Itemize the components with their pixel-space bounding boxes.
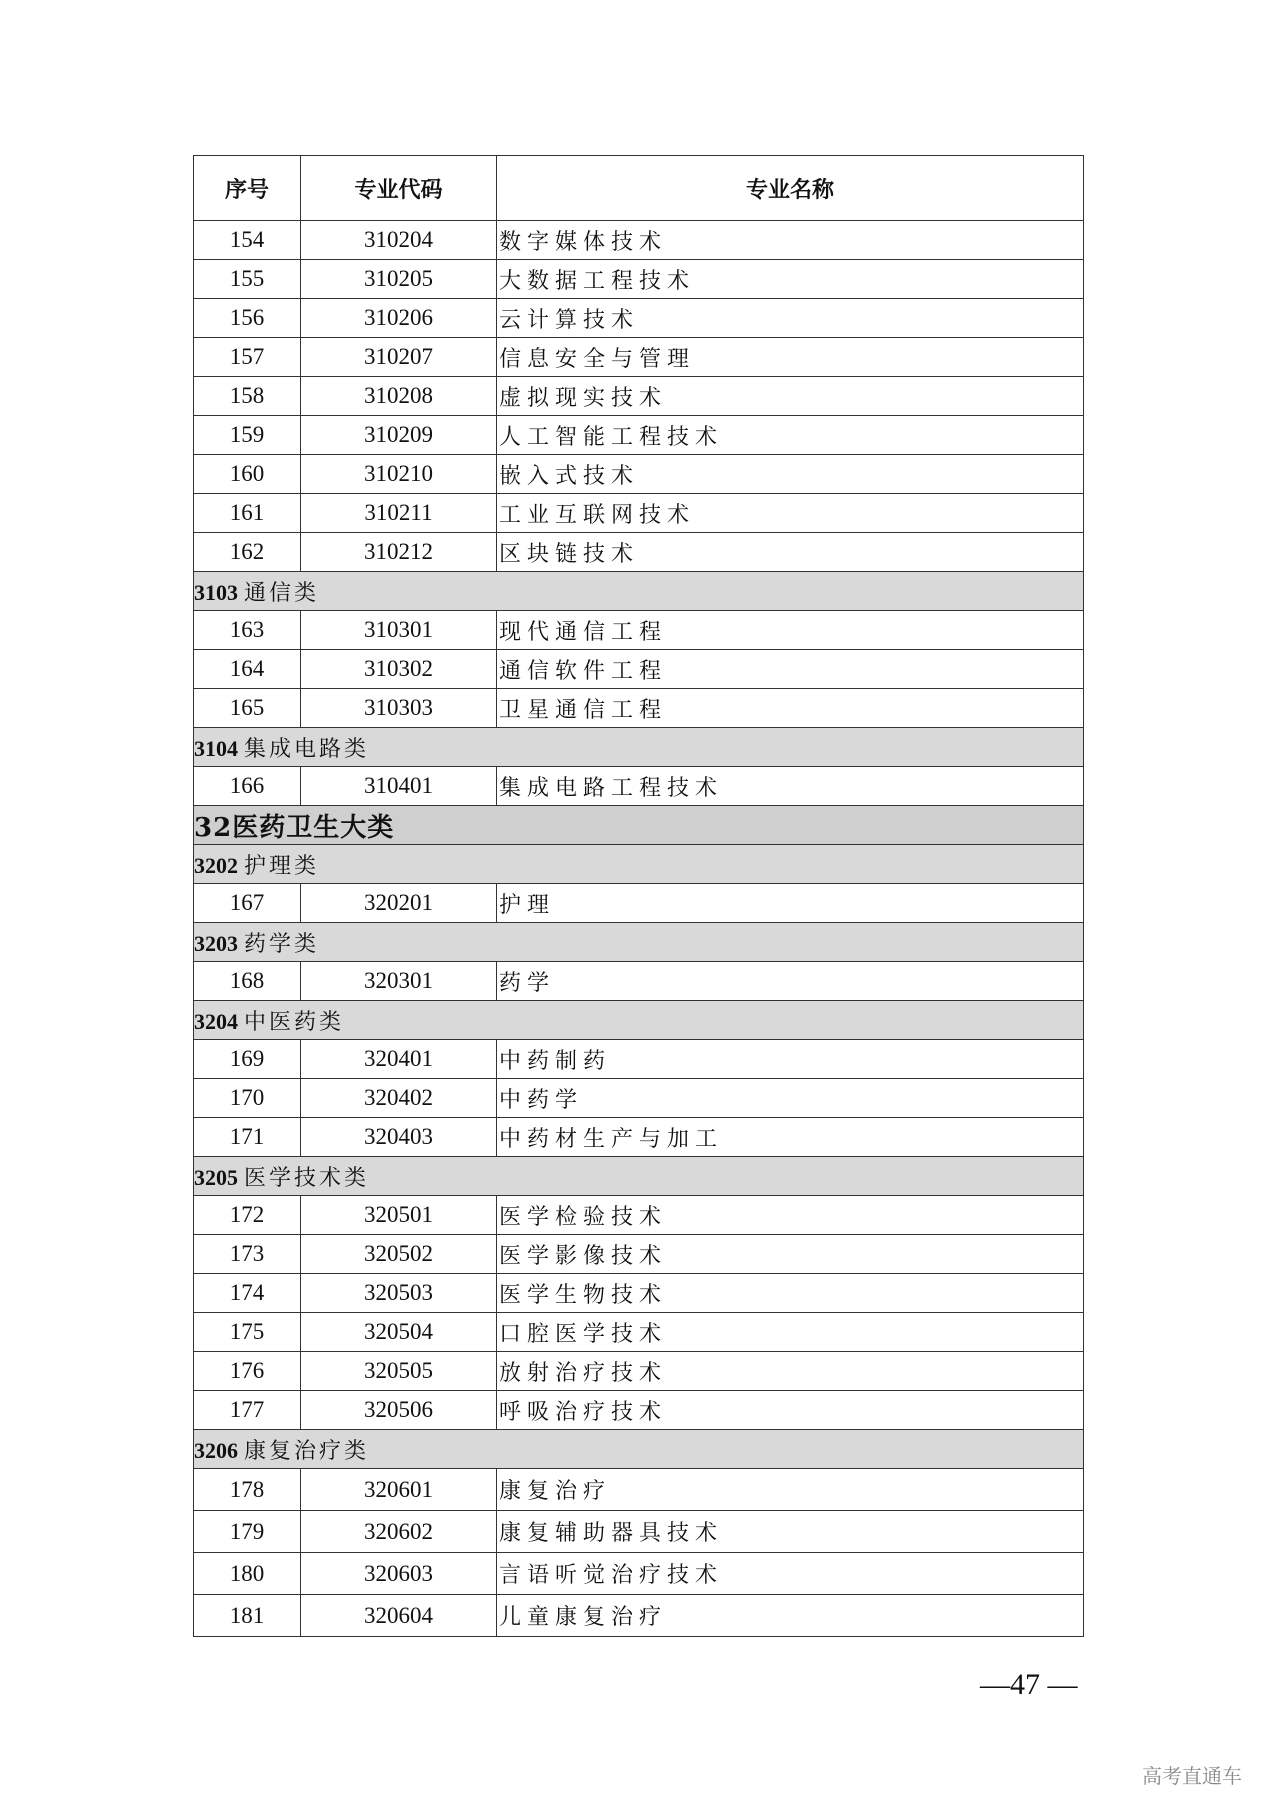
row-name: 呼吸治疗技术 [497,1391,1084,1430]
row-no: 179 [194,1511,301,1553]
row-code: 320601 [301,1469,497,1511]
category-name: 通信类 [244,580,320,606]
row-code: 320503 [301,1274,497,1313]
row-no: 169 [194,1040,301,1079]
table-row [194,1196,1084,1235]
category-row [194,923,1084,962]
row-no: 162 [194,533,301,572]
row-no: 156 [194,299,301,338]
row-code: 310207 [301,338,497,377]
row-name: 云计算技术 [497,299,1084,338]
row-code: 320602 [301,1511,497,1553]
category-row [194,845,1084,884]
table-header-row [194,156,1084,221]
row-code: 310208 [301,377,497,416]
row-no: 166 [194,767,301,806]
category-code: 3104 [194,735,238,761]
row-no: 170 [194,1079,301,1118]
table-row [194,221,1084,260]
row-code: 320604 [301,1595,497,1637]
majors-table [193,155,1084,1637]
header-code: 专业代码 [301,156,497,221]
row-no: 154 [194,221,301,260]
row-no: 165 [194,689,301,728]
table-row [194,1274,1084,1313]
row-no: 172 [194,1196,301,1235]
table-row [194,299,1084,338]
row-no: 176 [194,1352,301,1391]
row-no: 160 [194,455,301,494]
category-name: 医药卫生大类 [232,812,395,843]
category-row [194,1001,1084,1040]
page-number: —47 — [980,1668,1078,1701]
category-code: 3103 [194,579,238,605]
row-code: 310209 [301,416,497,455]
category-row [194,572,1084,611]
row-name: 康复治疗 [497,1469,1084,1511]
table-row [194,1079,1084,1118]
category-code: 3205 [194,1164,238,1190]
category-name: 药学类 [244,931,320,957]
table-row [194,884,1084,923]
table-row [194,1469,1084,1511]
row-no: 177 [194,1391,301,1430]
row-code: 320502 [301,1235,497,1274]
row-name: 儿童康复治疗 [497,1595,1084,1637]
table-row [194,494,1084,533]
row-name: 虚拟现实技术 [497,377,1084,416]
row-name: 言语听觉治疗技术 [497,1553,1084,1595]
table-row [194,962,1084,1001]
row-code: 320603 [301,1553,497,1595]
table-row [194,416,1084,455]
row-code: 310401 [301,767,497,806]
row-code: 320505 [301,1352,497,1391]
row-no: 180 [194,1553,301,1595]
row-code: 310303 [301,689,497,728]
row-name: 口腔医学技术 [497,1313,1084,1352]
row-name: 医学生物技术 [497,1274,1084,1313]
category-cell [194,1001,1084,1040]
row-no: 159 [194,416,301,455]
table-row [194,260,1084,299]
row-code: 310206 [301,299,497,338]
row-no: 155 [194,260,301,299]
row-code: 320401 [301,1040,497,1079]
row-code: 320301 [301,962,497,1001]
row-no: 173 [194,1235,301,1274]
row-name: 工业互联网技术 [497,494,1084,533]
table-row [194,1391,1084,1430]
row-name: 康复辅助器具技术 [497,1511,1084,1553]
category-code: 3206 [194,1437,238,1463]
row-name: 嵌入式技术 [497,455,1084,494]
watermark: 高考直通车 [1142,1764,1242,1788]
row-name: 药学 [497,962,1084,1001]
row-no: 163 [194,611,301,650]
row-name: 现代通信工程 [497,611,1084,650]
row-code: 320201 [301,884,497,923]
category-cell [194,1430,1084,1469]
table-row [194,1511,1084,1553]
category-code: 3204 [194,1008,238,1034]
table-row [194,455,1084,494]
table-row [194,377,1084,416]
row-name: 信息安全与管理 [497,338,1084,377]
category-code: 3203 [194,930,238,956]
table-row [194,1313,1084,1352]
category-code: 32 [194,812,233,843]
row-name: 中药学 [497,1079,1084,1118]
table-row [194,650,1084,689]
category-row [194,1430,1084,1469]
category-cell [194,923,1084,962]
row-code: 310205 [301,260,497,299]
category-row [194,1157,1084,1196]
table-row [194,338,1084,377]
row-no: 168 [194,962,301,1001]
row-name: 卫星通信工程 [497,689,1084,728]
row-no: 181 [194,1595,301,1637]
category-row [194,728,1084,767]
row-name: 医学影像技术 [497,1235,1084,1274]
table-row [194,1553,1084,1595]
row-code: 320501 [301,1196,497,1235]
row-no: 167 [194,884,301,923]
row-code: 310301 [301,611,497,650]
row-code: 310212 [301,533,497,572]
table-row [194,533,1084,572]
row-name: 大数据工程技术 [497,260,1084,299]
header-name: 专业名称 [497,156,1084,221]
category-cell [194,845,1084,884]
category-name: 中医药类 [244,1009,345,1035]
table-row [194,1352,1084,1391]
table-row [194,1040,1084,1079]
category-name: 集成电路类 [244,736,370,762]
category-cell [194,806,1084,845]
row-name: 护理 [497,884,1084,923]
row-no: 175 [194,1313,301,1352]
row-name: 区块链技术 [497,533,1084,572]
row-no: 161 [194,494,301,533]
row-name: 集成电路工程技术 [497,767,1084,806]
row-code: 320403 [301,1118,497,1157]
row-code: 310210 [301,455,497,494]
category-cell [194,1157,1084,1196]
category-code: 3202 [194,852,238,878]
table-row [194,689,1084,728]
category-cell [194,728,1084,767]
row-code: 310211 [301,494,497,533]
row-name: 人工智能工程技术 [497,416,1084,455]
row-no: 157 [194,338,301,377]
table-row [194,1118,1084,1157]
header-no: 序号 [194,156,301,221]
row-code: 320402 [301,1079,497,1118]
row-no: 171 [194,1118,301,1157]
category-name: 康复治疗类 [244,1438,370,1464]
row-code: 320506 [301,1391,497,1430]
row-code: 310302 [301,650,497,689]
row-no: 164 [194,650,301,689]
category-name: 护理类 [244,853,320,879]
row-name: 数字媒体技术 [497,221,1084,260]
row-name: 通信软件工程 [497,650,1084,689]
row-no: 158 [194,377,301,416]
table-row [194,611,1084,650]
table-row [194,1235,1084,1274]
row-code: 310204 [301,221,497,260]
row-name: 中药制药 [497,1040,1084,1079]
table-row [194,767,1084,806]
row-name: 医学检验技术 [497,1196,1084,1235]
row-name: 放射治疗技术 [497,1352,1084,1391]
row-no: 174 [194,1274,301,1313]
row-name: 中药材生产与加工 [497,1118,1084,1157]
row-code: 320504 [301,1313,497,1352]
major-category-row [194,806,1084,845]
table-row [194,1595,1084,1637]
row-no: 178 [194,1469,301,1511]
category-cell [194,572,1084,611]
category-name: 医学技术类 [244,1165,370,1191]
